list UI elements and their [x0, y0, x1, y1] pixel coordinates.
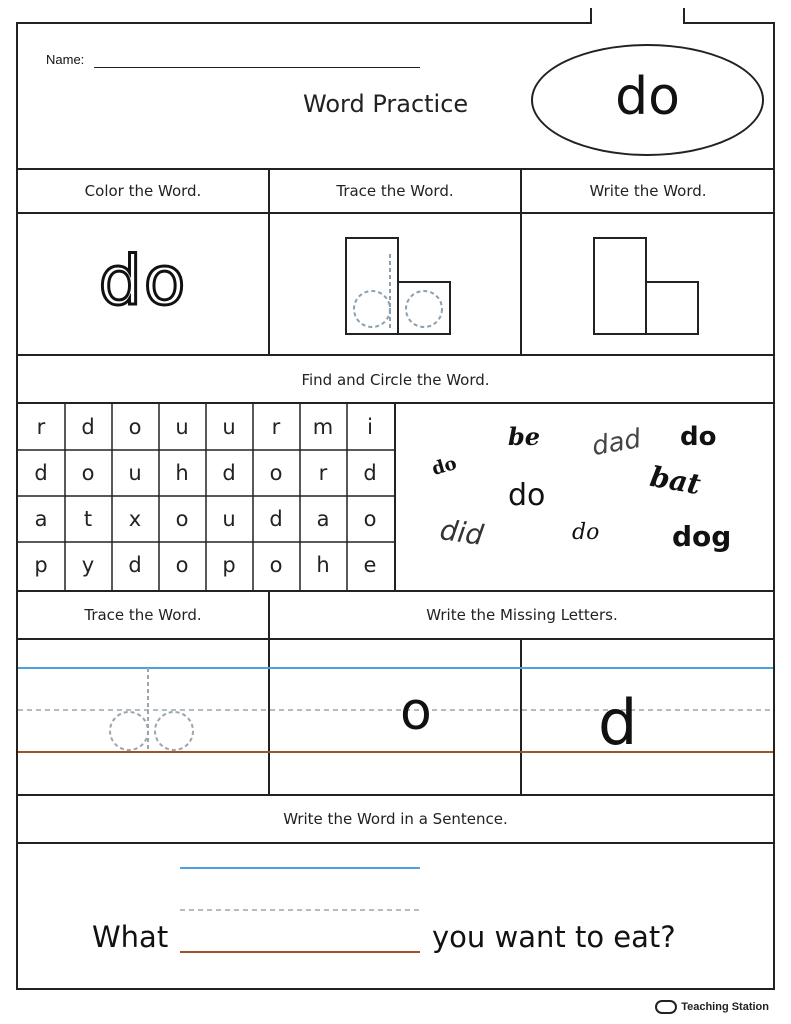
- trace-letter-boxes: [270, 214, 520, 354]
- tab-left: [590, 8, 592, 24]
- write-word-area[interactable]: [522, 214, 774, 354]
- grid-letter[interactable]: o: [175, 553, 189, 577]
- sentence-after: you want to eat?: [432, 920, 676, 954]
- grid-letter[interactable]: t: [83, 507, 93, 531]
- write-letter-boxes: [522, 214, 774, 354]
- word-do-3[interactable]: do: [508, 478, 546, 513]
- grid-letter[interactable]: o: [363, 507, 377, 531]
- grid-letter[interactable]: x: [128, 507, 142, 531]
- name-label: Name:: [46, 52, 85, 67]
- grid-letter[interactable]: i: [367, 415, 373, 439]
- grid-letter[interactable]: u: [222, 507, 236, 531]
- name-line[interactable]: [94, 67, 420, 68]
- word-do-1[interactable]: do: [680, 422, 717, 452]
- grid-letter[interactable]: h: [175, 461, 189, 485]
- write-word-label: Write the Word.: [589, 182, 707, 200]
- word-do-2[interactable]: do: [429, 453, 460, 480]
- sight-word: do: [615, 67, 680, 127]
- grid-letter[interactable]: d: [34, 461, 48, 485]
- find-circle-label: Find and Circle the Word.: [301, 371, 490, 389]
- word-dad[interactable]: dad: [589, 423, 644, 463]
- grid-letter[interactable]: u: [128, 461, 142, 485]
- divider-row4-top: [16, 794, 775, 796]
- word-cloud: [396, 404, 774, 590]
- grid-letter[interactable]: d: [363, 461, 377, 485]
- missing-letter-o: o: [400, 682, 432, 742]
- divider-row2-top: [16, 354, 775, 356]
- missing-letters-label: Write the Missing Letters.: [426, 606, 618, 624]
- grid-letter[interactable]: p: [222, 553, 236, 577]
- sentence-before: What: [92, 920, 169, 954]
- word-bat[interactable]: bat: [647, 459, 704, 502]
- divider-row3-top: [16, 590, 775, 592]
- grid-letter[interactable]: m: [312, 415, 334, 439]
- grid-letter[interactable]: u: [175, 415, 189, 439]
- grid-letter[interactable]: h: [316, 553, 330, 577]
- grid-letter[interactable]: d: [128, 553, 142, 577]
- word-be[interactable]: be: [508, 422, 541, 451]
- missing-letter-d: d: [598, 686, 638, 759]
- grid-letter[interactable]: d: [81, 415, 95, 439]
- grid-letter[interactable]: o: [81, 461, 95, 485]
- header-tab-gap: [592, 20, 684, 26]
- divider-sentence-label: [16, 842, 775, 844]
- divider-header: [16, 168, 775, 170]
- grid-letter[interactable]: e: [363, 553, 377, 577]
- footer-brand: [655, 1000, 769, 1014]
- page-title: Word Practice: [303, 90, 469, 118]
- grid-letter[interactable]: d: [269, 507, 283, 531]
- outlined-word: do: [98, 241, 188, 321]
- grid-letter[interactable]: r: [36, 415, 46, 439]
- color-word-area[interactable]: [18, 214, 268, 354]
- grid-letter[interactable]: p: [34, 553, 48, 577]
- sentence-blank[interactable]: [180, 900, 420, 954]
- grid-letter[interactable]: d: [222, 461, 236, 485]
- tab-right: [683, 8, 685, 24]
- missing-blank-2[interactable]: [660, 668, 760, 758]
- trace-word-area[interactable]: [270, 214, 520, 354]
- grid-letter[interactable]: o: [175, 507, 189, 531]
- color-word-label: Color the Word.: [84, 182, 202, 200]
- sentence-label: Write the Word in a Sentence.: [283, 810, 508, 828]
- letter-grid: [18, 404, 394, 590]
- missing-blank-1[interactable]: [290, 668, 390, 758]
- grid-letter[interactable]: a: [34, 507, 48, 531]
- grid-letter[interactable]: o: [128, 415, 142, 439]
- word-did[interactable]: did: [437, 513, 486, 552]
- grid-letter[interactable]: r: [271, 415, 281, 439]
- grid-letter[interactable]: u: [222, 415, 236, 439]
- grid-letter[interactable]: a: [316, 507, 330, 531]
- brand-name: Teaching Station: [681, 1001, 769, 1013]
- trace-word-label-2: Trace the Word.: [84, 606, 202, 624]
- grid-letter[interactable]: o: [269, 553, 283, 577]
- trace-word-label: Trace the Word.: [336, 182, 454, 200]
- grid-letter[interactable]: r: [318, 461, 328, 485]
- grid-letter[interactable]: o: [269, 461, 283, 485]
- word-do-4[interactable]: do: [572, 520, 600, 545]
- brand-logo-icon: [655, 1000, 677, 1014]
- grid-letter[interactable]: y: [81, 553, 95, 577]
- word-dog[interactable]: dog: [672, 520, 732, 553]
- sight-word-oval: [531, 44, 764, 156]
